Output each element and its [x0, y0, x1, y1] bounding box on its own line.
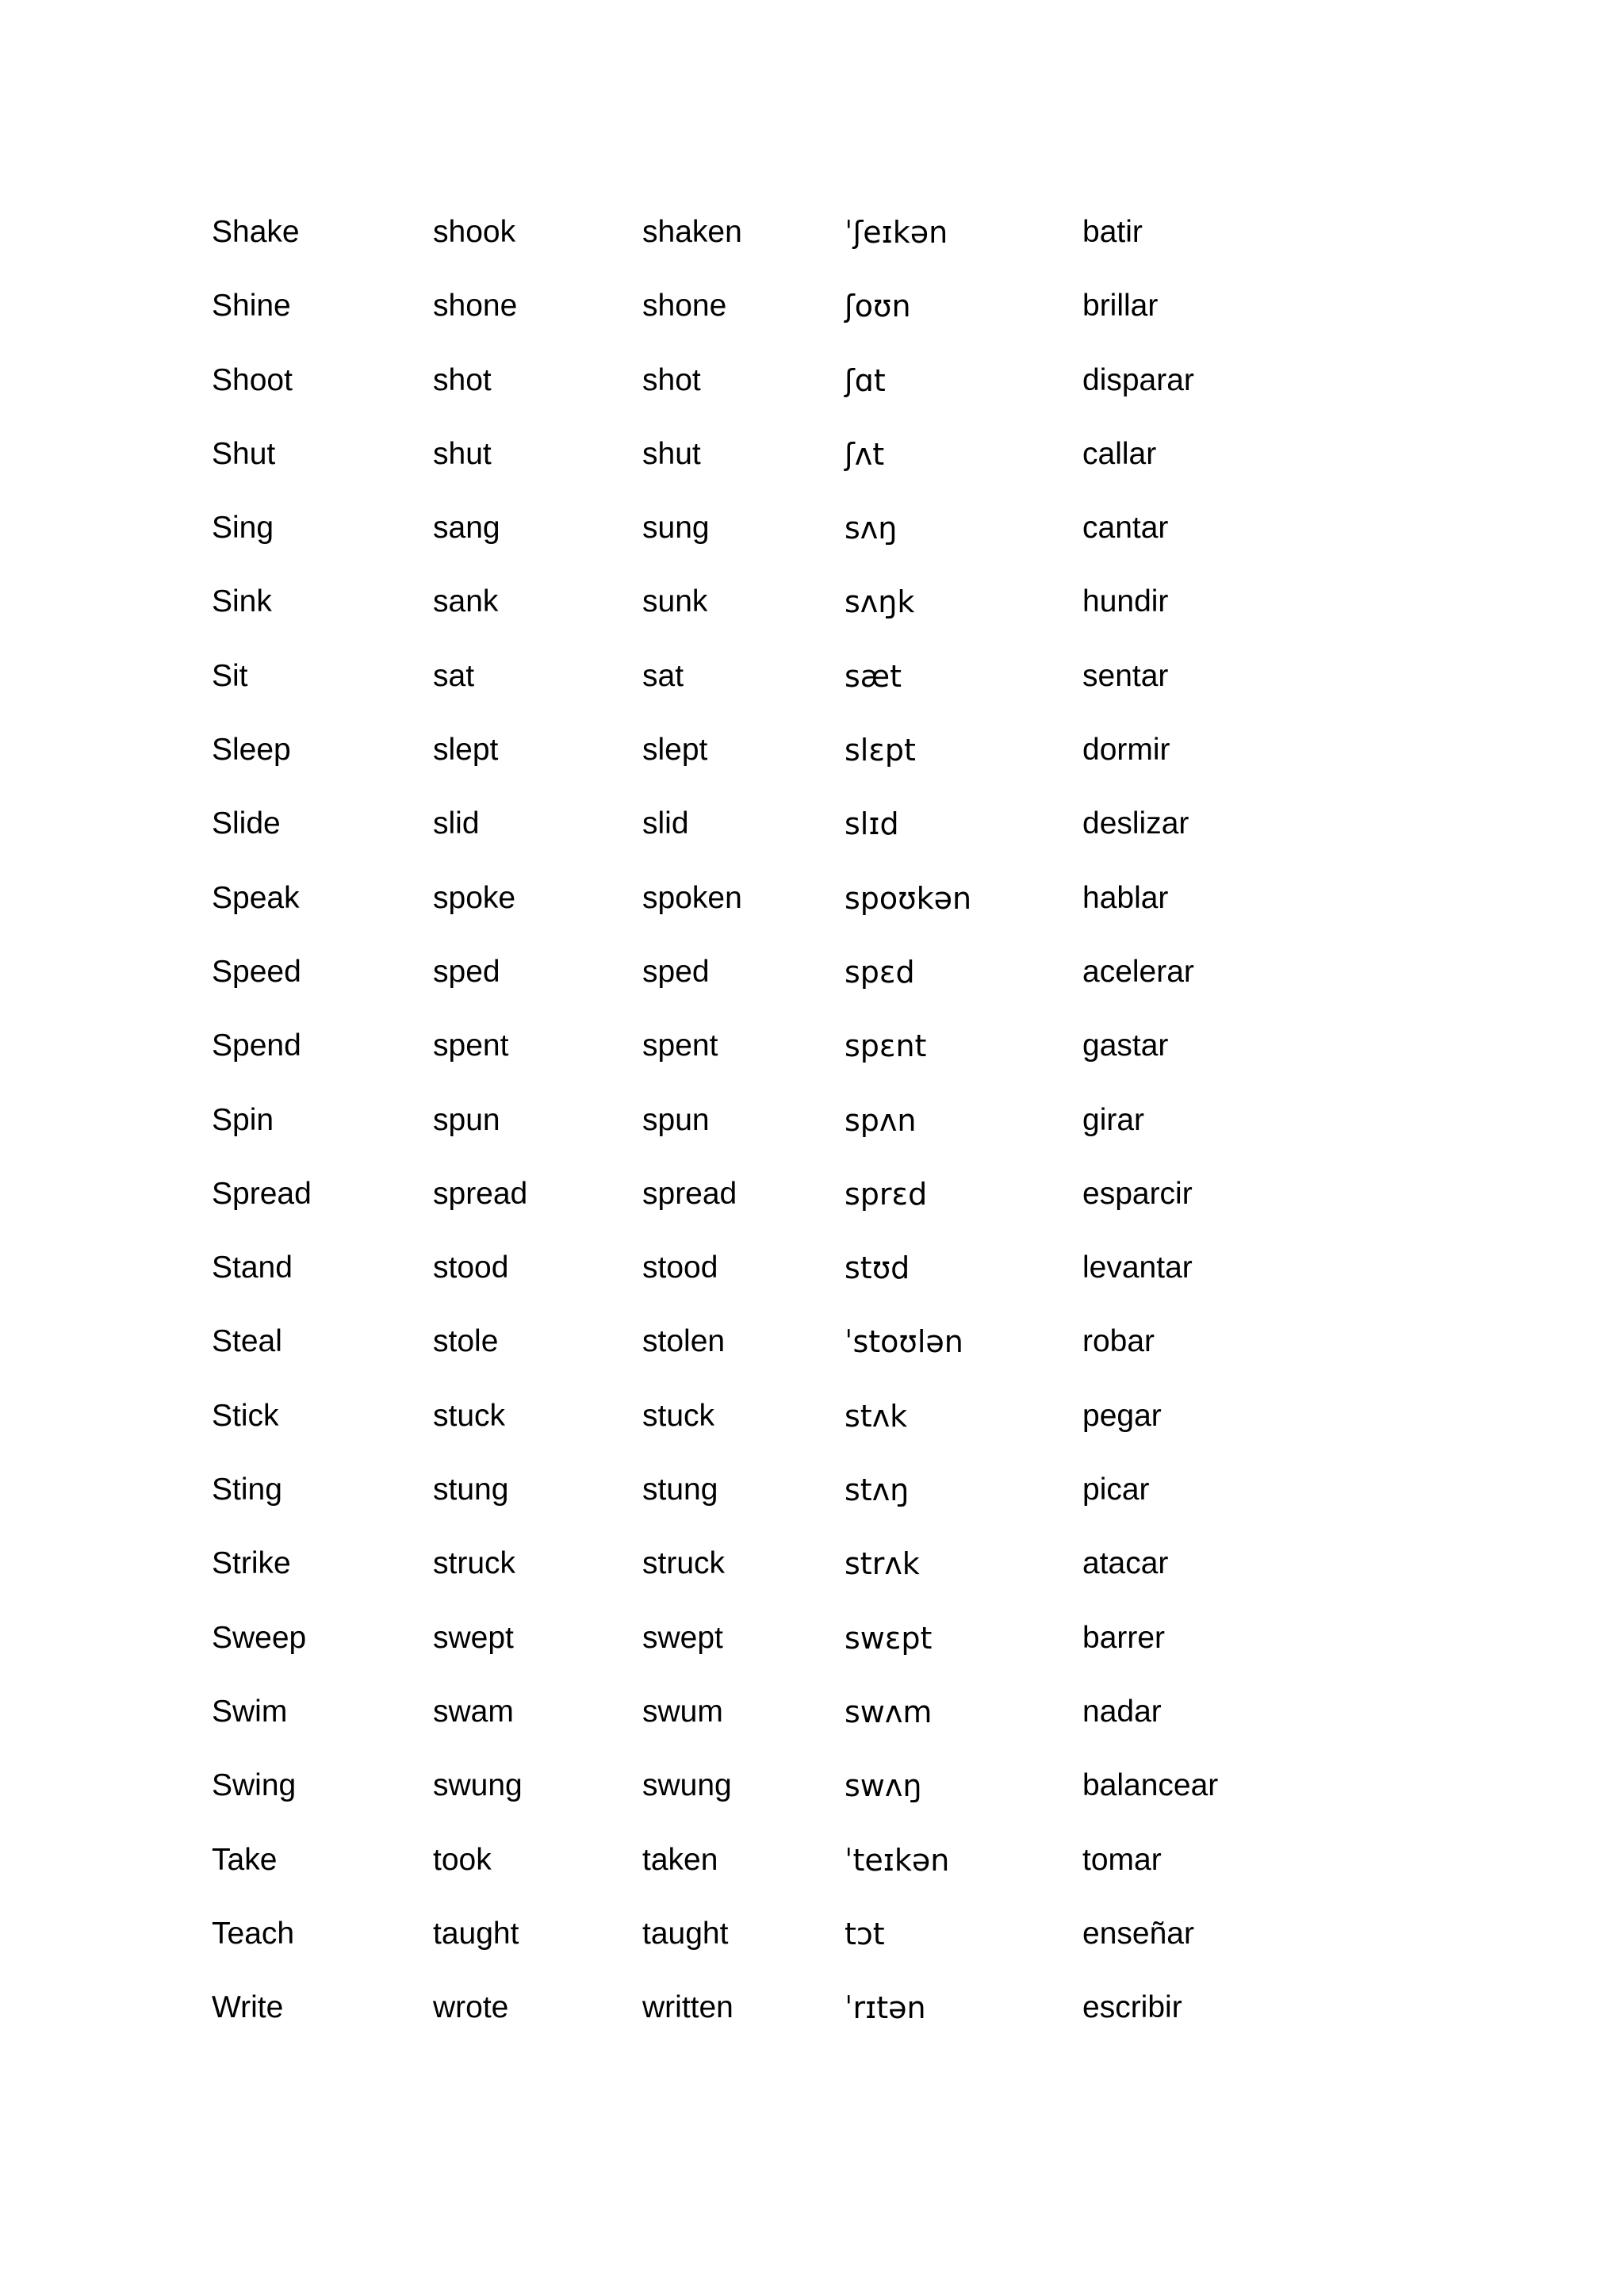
table-row — [212, 1536, 1322, 1610]
past-participle-cell: swung — [642, 1768, 732, 1803]
past-simple-cell: sat — [433, 658, 475, 693]
base-form-cell: Stick — [212, 1398, 279, 1433]
past-participle-cell: sped — [642, 954, 710, 989]
base-form-cell: Slide — [212, 806, 281, 841]
table-row — [212, 1388, 1322, 1462]
pronunciation-cell: swʌŋ — [845, 1768, 922, 1804]
pronunciation-cell: swʌm — [845, 1694, 933, 1729]
base-form-cell: Sting — [212, 1473, 282, 1507]
past-simple-cell: shot — [433, 362, 492, 397]
base-form-cell: Speak — [212, 880, 300, 915]
past-simple-cell: spun — [433, 1102, 500, 1137]
spanish-translation-cell: hablar — [1082, 880, 1169, 915]
table-row — [212, 944, 1322, 1018]
spanish-translation-cell: girar — [1082, 1102, 1145, 1137]
past-participle-cell: stood — [642, 1250, 718, 1285]
pronunciation-cell: strʌk — [845, 1546, 920, 1582]
past-participle-cell: shut — [642, 436, 701, 471]
past-participle-cell: shone — [642, 289, 727, 324]
past-participle-cell: written — [642, 1990, 733, 2025]
past-participle-cell: sat — [642, 658, 684, 693]
spanish-translation-cell: callar — [1082, 436, 1157, 471]
spanish-translation-cell: deslizar — [1082, 806, 1189, 841]
spanish-translation-cell: disparar — [1082, 362, 1194, 397]
spanish-translation-cell: sentar — [1082, 658, 1169, 693]
base-form-cell: Sleep — [212, 733, 291, 768]
table-row — [212, 871, 1322, 944]
pronunciation-cell: slɪd — [845, 806, 899, 842]
past-simple-cell: struck — [433, 1546, 516, 1581]
base-form-cell: Teach — [212, 1916, 295, 1951]
past-simple-cell: took — [433, 1842, 492, 1877]
table-row — [212, 1758, 1322, 1832]
past-simple-cell: stung — [433, 1473, 509, 1507]
spanish-translation-cell: tomar — [1082, 1842, 1162, 1877]
base-form-cell: Sink — [212, 584, 272, 619]
past-simple-cell: shook — [433, 215, 516, 249]
table-row — [212, 205, 1322, 278]
base-form-cell: Swim — [212, 1694, 288, 1729]
past-participle-cell: shot — [642, 362, 701, 397]
past-simple-cell: slept — [433, 733, 499, 768]
past-simple-cell: shut — [433, 436, 492, 471]
table-row — [212, 1906, 1322, 1980]
past-participle-cell: sunk — [642, 584, 708, 619]
past-simple-cell: swam — [433, 1694, 514, 1729]
past-simple-cell: spoke — [433, 880, 516, 915]
past-simple-cell: slid — [433, 806, 480, 841]
base-form-cell: Steal — [212, 1324, 282, 1359]
spanish-translation-cell: cantar — [1082, 511, 1169, 546]
pronunciation-cell: spʌn — [845, 1102, 917, 1138]
past-participle-cell: slept — [642, 733, 708, 768]
past-simple-cell: taught — [433, 1916, 519, 1951]
pronunciation-cell: ʃʌt — [845, 436, 885, 472]
base-form-cell: Shake — [212, 215, 300, 249]
base-form-cell: Strike — [212, 1546, 291, 1581]
spanish-translation-cell: nadar — [1082, 1694, 1162, 1729]
past-simple-cell: stole — [433, 1324, 499, 1359]
past-participle-cell: stuck — [642, 1398, 715, 1433]
pronunciation-cell: swɛpt — [845, 1620, 933, 1656]
spanish-translation-cell: balancear — [1082, 1768, 1219, 1803]
pronunciation-cell: ˈrɪtən — [845, 1990, 926, 2026]
past-simple-cell: spread — [433, 1176, 528, 1211]
base-form-cell: Sit — [212, 658, 248, 693]
spanish-translation-cell: atacar — [1082, 1546, 1169, 1581]
table-row — [212, 649, 1322, 722]
base-form-cell: Sweep — [212, 1620, 307, 1655]
base-form-cell: Spread — [212, 1176, 312, 1211]
table-row — [212, 1240, 1322, 1314]
pronunciation-cell: sæt — [845, 658, 902, 694]
pronunciation-cell: ˈstoʊlən — [845, 1324, 963, 1360]
base-form-cell: Spend — [212, 1028, 301, 1063]
base-form-cell: Take — [212, 1842, 278, 1877]
past-participle-cell: swept — [642, 1620, 723, 1655]
past-participle-cell: stolen — [642, 1324, 726, 1359]
table-row — [212, 722, 1322, 796]
pronunciation-cell: sprɛd — [845, 1176, 928, 1212]
pronunciation-cell: ʃɑt — [845, 362, 886, 398]
table-row — [212, 1610, 1322, 1684]
base-form-cell: Shoot — [212, 362, 293, 397]
spanish-translation-cell: robar — [1082, 1324, 1155, 1359]
base-form-cell: Spin — [212, 1102, 274, 1137]
past-simple-cell: spent — [433, 1028, 509, 1063]
table-row — [212, 427, 1322, 500]
base-form-cell: Sing — [212, 511, 274, 546]
base-form-cell: Write — [212, 1990, 284, 2025]
past-participle-cell: spoken — [642, 880, 742, 915]
base-form-cell: Shine — [212, 289, 291, 324]
past-participle-cell: spun — [642, 1102, 710, 1137]
past-participle-cell: shaken — [642, 215, 742, 249]
pronunciation-cell: ˈʃeɪkən — [845, 215, 948, 250]
table-row — [212, 278, 1322, 352]
past-simple-cell: swept — [433, 1620, 514, 1655]
past-simple-cell: shone — [433, 289, 518, 324]
past-participle-cell: sung — [642, 511, 710, 546]
pronunciation-cell: slɛpt — [845, 733, 916, 768]
pronunciation-cell: spoʊkən — [845, 880, 972, 916]
past-simple-cell: sang — [433, 511, 500, 546]
base-form-cell: Shut — [212, 436, 276, 471]
past-participle-cell: stung — [642, 1473, 718, 1507]
spanish-translation-cell: pegar — [1082, 1398, 1162, 1433]
table-row — [212, 1833, 1322, 1906]
past-participle-cell: struck — [642, 1546, 726, 1581]
table-row — [212, 1462, 1322, 1536]
pronunciation-cell: ʃoʊn — [845, 289, 911, 324]
spanish-translation-cell: levantar — [1082, 1250, 1193, 1285]
table-row — [212, 574, 1322, 648]
table-row — [212, 796, 1322, 870]
table-row — [212, 1166, 1322, 1240]
spanish-translation-cell: acelerar — [1082, 954, 1194, 989]
spanish-translation-cell: batir — [1082, 215, 1143, 249]
spanish-translation-cell: picar — [1082, 1473, 1150, 1507]
table-row — [212, 1314, 1322, 1388]
spanish-translation-cell: enseñar — [1082, 1916, 1194, 1951]
spanish-translation-cell: barrer — [1082, 1620, 1166, 1655]
past-simple-cell: sank — [433, 584, 499, 619]
pronunciation-cell: tɔt — [845, 1916, 885, 1951]
base-form-cell: Stand — [212, 1250, 293, 1285]
past-participle-cell: spread — [642, 1176, 737, 1211]
spanish-translation-cell: hundir — [1082, 584, 1169, 619]
table-row — [212, 353, 1322, 427]
table-row — [212, 1018, 1322, 1092]
table-row — [212, 1093, 1322, 1166]
table-row — [212, 1684, 1322, 1758]
irregular-verbs-table — [212, 205, 1322, 2054]
past-simple-cell: stuck — [433, 1398, 506, 1433]
past-simple-cell: stood — [433, 1250, 509, 1285]
base-form-cell: Swing — [212, 1768, 297, 1803]
past-participle-cell: slid — [642, 806, 689, 841]
table-row — [212, 1980, 1322, 2054]
pronunciation-cell: stʊd — [845, 1250, 910, 1286]
spanish-translation-cell: esparcir — [1082, 1176, 1193, 1211]
spanish-translation-cell: escribir — [1082, 1990, 1182, 2025]
pronunciation-cell: stʌŋ — [845, 1473, 910, 1508]
past-participle-cell: spent — [642, 1028, 718, 1063]
pronunciation-cell: sʌŋk — [845, 584, 915, 620]
past-participle-cell: taken — [642, 1842, 718, 1877]
base-form-cell: Speed — [212, 954, 301, 989]
table-row — [212, 500, 1322, 574]
pronunciation-cell: spɛd — [845, 954, 915, 990]
pronunciation-cell: ˈteɪkən — [845, 1842, 950, 1878]
spanish-translation-cell: brillar — [1082, 289, 1159, 324]
pronunciation-cell: spɛnt — [845, 1028, 927, 1064]
past-simple-cell: wrote — [433, 1990, 509, 2025]
past-simple-cell: sped — [433, 954, 500, 989]
pronunciation-cell: sʌŋ — [845, 511, 898, 546]
pronunciation-cell: stʌk — [845, 1398, 908, 1434]
past-simple-cell: swung — [433, 1768, 523, 1803]
past-participle-cell: taught — [642, 1916, 729, 1951]
past-participle-cell: swum — [642, 1694, 723, 1729]
spanish-translation-cell: gastar — [1082, 1028, 1169, 1063]
spanish-translation-cell: dormir — [1082, 733, 1170, 768]
